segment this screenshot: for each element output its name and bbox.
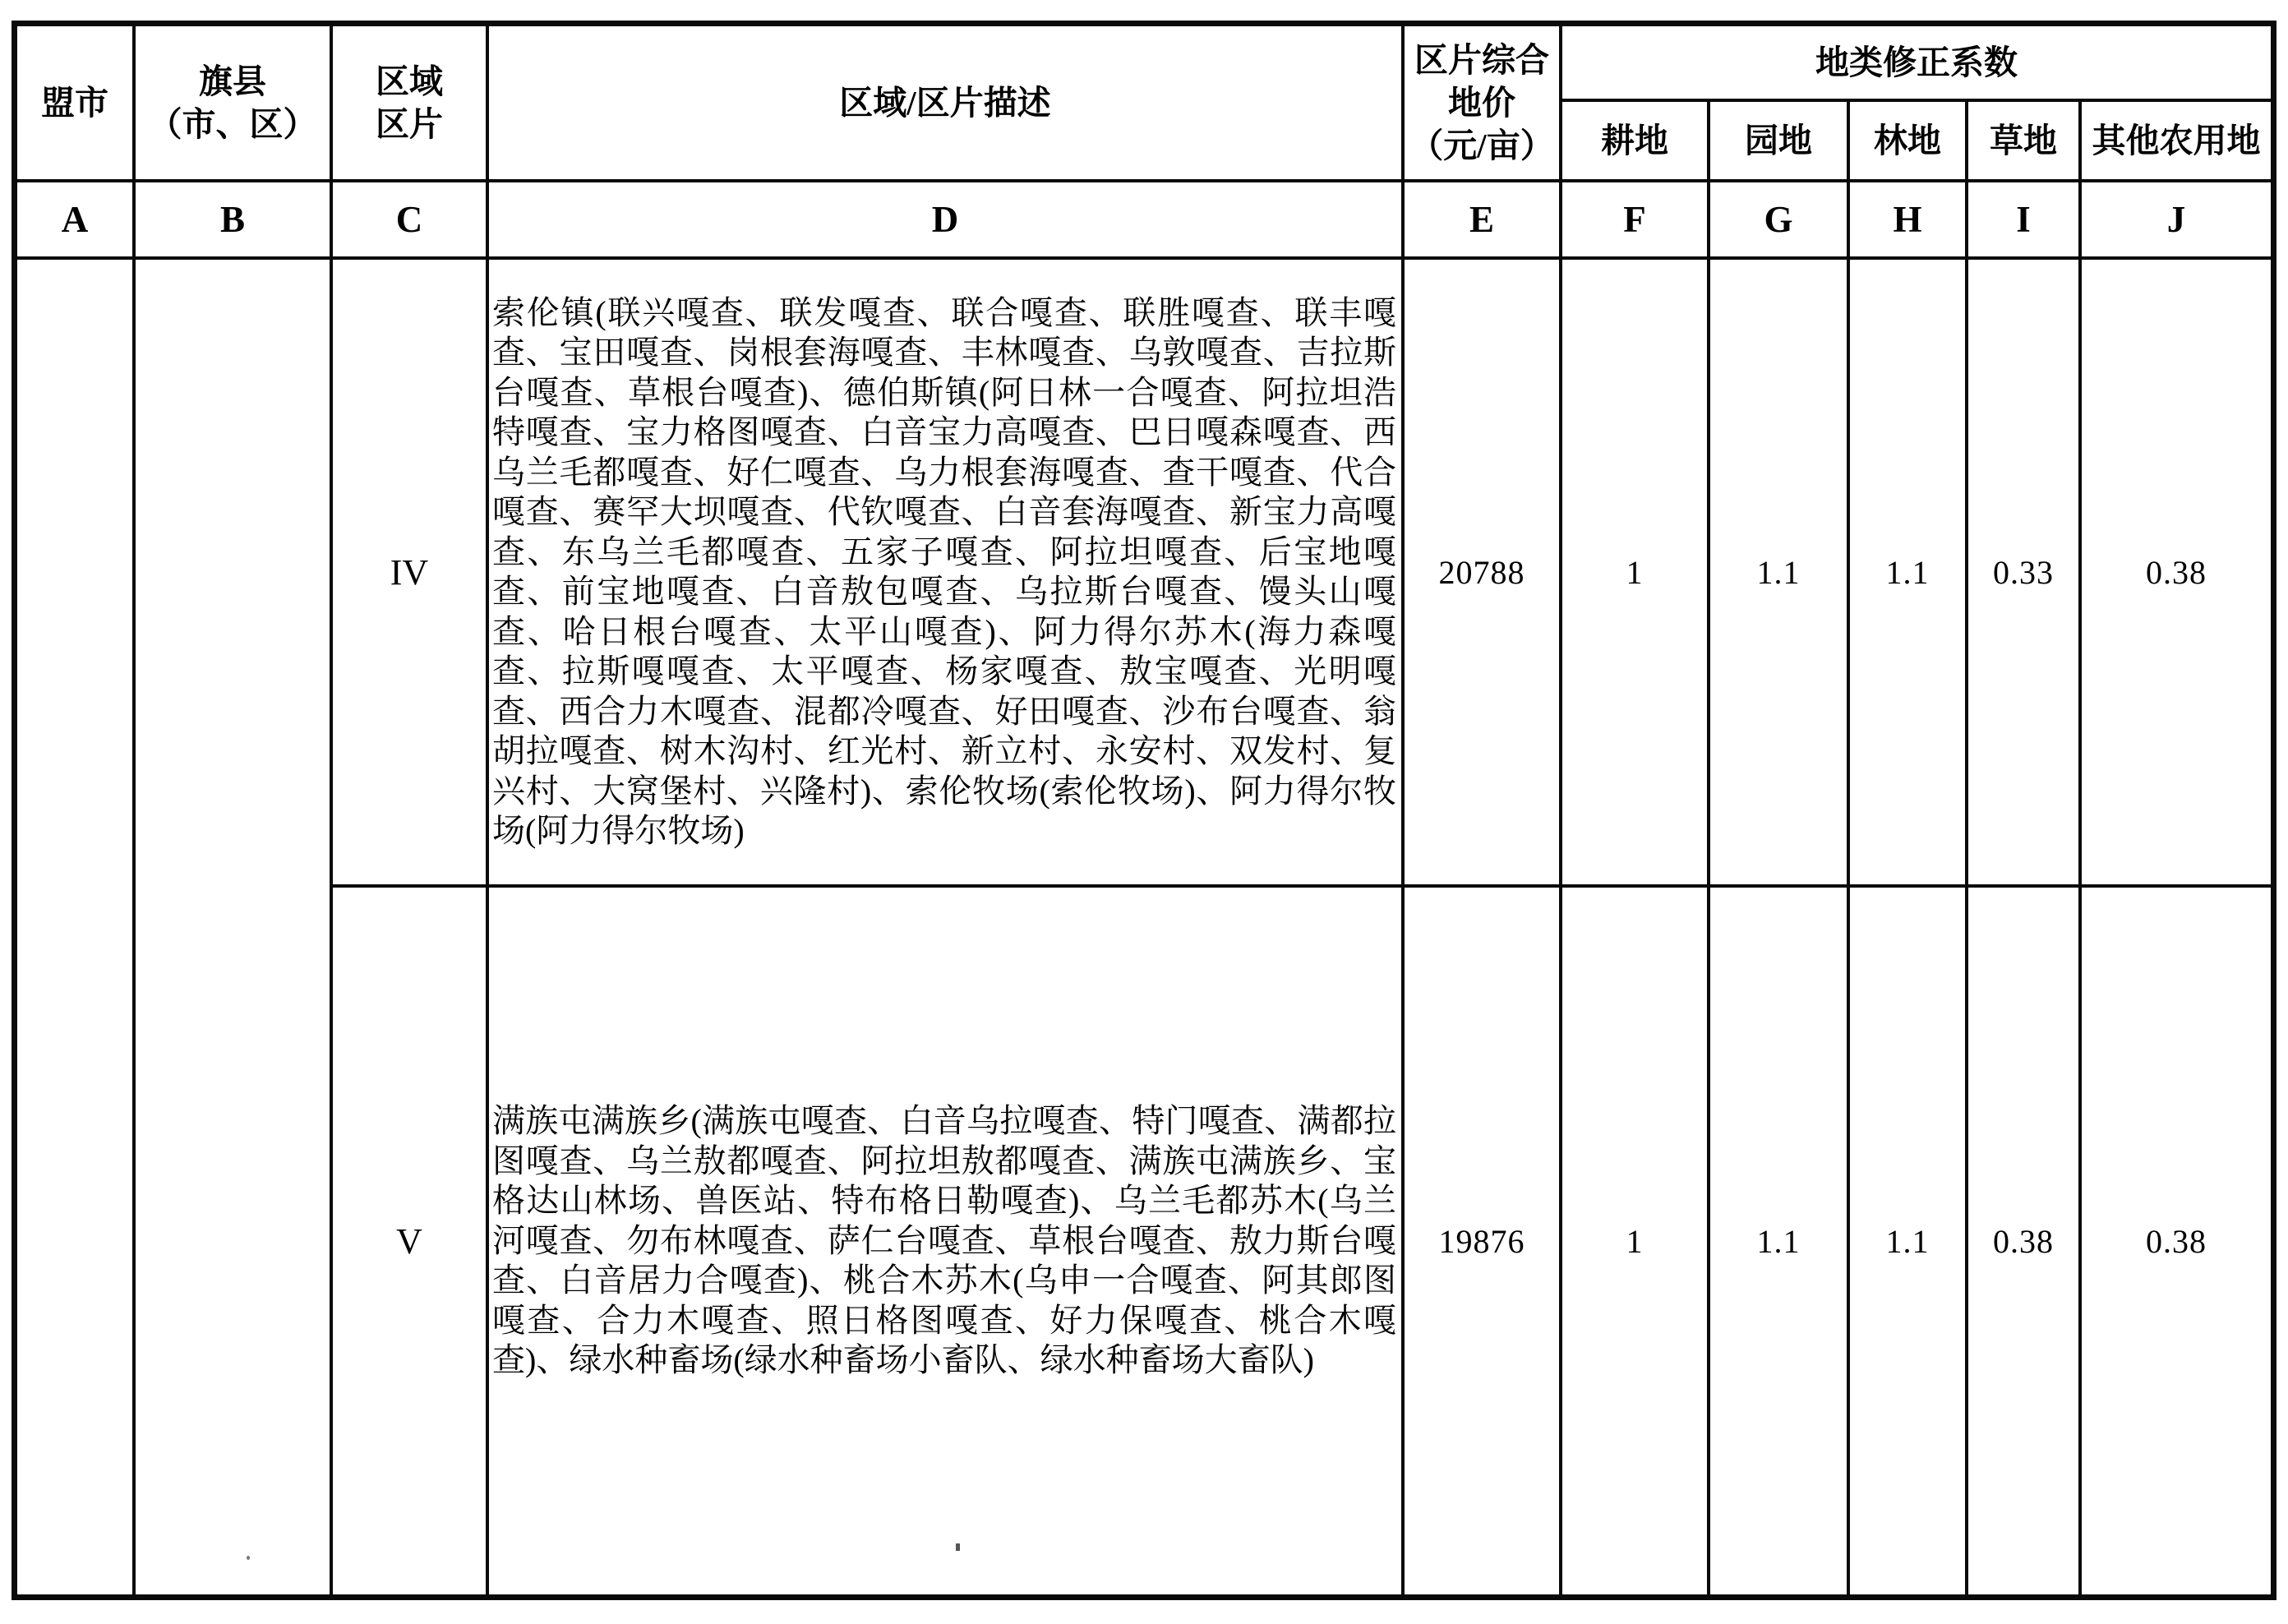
row-iv-zone-label: IV — [390, 551, 429, 593]
header-cell-price — [1405, 26, 1559, 179]
row-iv-coef-cultivated-cell — [1562, 260, 1707, 884]
row-v-coef-garden-cell — [1710, 888, 1847, 1594]
header-cell-coef-group — [1562, 26, 2271, 99]
row-iv-coef-forest-value: 1.1 — [1885, 553, 1930, 591]
column-letter-e — [1405, 182, 1559, 256]
header-cell-other-agri-land — [2082, 102, 2271, 179]
letter-b-label: B — [219, 199, 245, 240]
row-v-price-cell — [1405, 888, 1559, 1594]
letter-h-label: H — [1893, 199, 1922, 240]
header-cell-grass-land — [1968, 102, 2078, 179]
row-v-coef-forest-cell — [1850, 888, 1965, 1594]
row-iv-zone-cell — [333, 260, 486, 884]
row-iv-description-text: 索伦镇(联兴嘎查、联发嘎查、联合嘎查、联胜嘎查、联丰嘎查、宝田嘎查、岗根套海嘎查、丰林嘎查、乌敦嘎查、吉拉斯台嘎查、草根台嘎查)、德伯斯镇(阿日林一合嘎查、阿拉坦浩特嘎查、宝力格图嘎查、白音宝力高嘎查、巴日嘎森嘎查、西乌兰毛都嘎查、好仁嘎查、乌力根套海嘎查、查干嘎查、代合嘎查、赛罕大坝嘎查、代钦嘎查、白音套海嘎查、新宝力高嘎查、东乌兰毛都嘎查、五家子嘎查、阿拉坦嘎查、后宝地嘎查、前宝地嘎查、白音敖包嘎查、乌拉斯台嘎查、馒头山嘎查、哈日根台嘎查、太平山嘎查)、阿力得尔苏木(海力森嘎查、拉斯嘎嘎查、太平嘎查、杨家嘎查、敖宝嘎查、光明嘎查、西合力木嘎查、混都冷嘎查、好田嘎查、沙布台嘎查、翁胡拉嘎查、树木沟村、红光村、新立村、永安村、双发村、复兴村、大窝堡村、兴隆村)、索伦牧场(索伦牧场)、阿力得尔牧场(阿力得尔牧场) — [492, 293, 1396, 849]
column-letter-j — [2082, 182, 2271, 256]
row-v-description-cell — [489, 888, 1401, 1594]
cell-region-merged-empty — [17, 260, 132, 1594]
row-iv-coef-forest-cell — [1850, 260, 1965, 884]
header-description-label: 区域/区片描述 — [839, 84, 1051, 122]
column-letter-a — [17, 182, 132, 256]
header-cell-garden-land — [1710, 102, 1847, 179]
header-zone-line2: 区片 — [376, 105, 443, 143]
row-v-coef-garden-value: 1.1 — [1756, 1222, 1801, 1260]
header-cultivated-label: 耕地 — [1601, 122, 1668, 159]
row-v-coef-grass-cell — [1968, 888, 2078, 1594]
row-iv-coef-grass-value: 0.33 — [1993, 553, 2054, 591]
row-iv-coef-garden-value: 1.1 — [1756, 553, 1801, 591]
row-v-coef-other-value: 0.38 — [2146, 1222, 2207, 1260]
header-cell-region — [17, 26, 132, 179]
letter-a-label: A — [61, 199, 89, 240]
row-iv-coef-cultivated-value: 1 — [1626, 553, 1644, 591]
letter-g-label: G — [1764, 199, 1793, 240]
header-cell-county — [136, 26, 330, 179]
row-v-coef-cultivated-value: 1 — [1626, 1222, 1644, 1260]
row-v-coef-forest-value: 1.1 — [1885, 1222, 1930, 1260]
header-region-label: 盟市 — [41, 84, 108, 122]
letter-c-label: C — [395, 199, 423, 240]
row-iv-price-value: 20788 — [1438, 553, 1525, 591]
column-letter-d — [489, 182, 1401, 256]
header-grass-label: 草地 — [1990, 122, 2057, 159]
column-letter-g — [1710, 182, 1847, 256]
header-garden-label: 园地 — [1745, 122, 1812, 159]
header-county-line2: （市、区） — [148, 105, 317, 143]
column-letter-c — [333, 182, 486, 256]
row-v-zone-cell — [333, 888, 486, 1594]
row-iv-coef-other-value: 0.38 — [2146, 553, 2207, 591]
header-cell-forest-land — [1850, 102, 1965, 179]
header-cell-cultivated-land — [1562, 102, 1707, 179]
row-iv-price-cell — [1405, 260, 1559, 884]
scan-speck — [247, 1556, 250, 1560]
header-cell-zone — [333, 26, 486, 179]
row-v-zone-label: V — [396, 1220, 422, 1262]
letter-d-label: D — [931, 199, 959, 240]
row-v-description-text: 满族屯满族乡(满族屯嘎查、白音乌拉嘎查、特门嘎查、满都拉图嘎查、乌兰敖都嘎查、阿拉坦敖都嘎查、满族屯满族乡、宝格达山林场、兽医站、特布格日勒嘎查)、乌兰毛都苏木(乌兰河嘎查、勿布林嘎查、萨仁台嘎查、草根台嘎查、敖力斯台嘎查、白音居力合嘎查)、桃合木苏木(乌申一合嘎查、阿其郎图嘎查、合力木嘎查、照日格图嘎查、好力保嘎查、桃合木嘎查)、绿水种畜场(绿水种畜场小畜队、绿水种畜场大畜队) — [492, 1102, 1396, 1379]
scan-speck — [956, 1543, 960, 1551]
row-iv-description-cell — [489, 260, 1401, 884]
header-county-line1: 旗县 — [199, 62, 266, 100]
header-other-agri-label: 其他农用地 — [2092, 122, 2261, 159]
row-v-coef-other-cell — [2082, 888, 2271, 1594]
header-price-line3: （元/亩） — [1409, 127, 1554, 164]
letter-f-label: F — [1623, 199, 1646, 240]
letter-i-label: I — [2016, 199, 2031, 240]
row-iv-coef-grass-cell — [1968, 260, 2078, 884]
row-v-coef-cultivated-cell — [1562, 888, 1707, 1594]
column-letter-f — [1562, 182, 1707, 256]
land-price-table — [12, 21, 2276, 1600]
row-iv-coef-garden-cell — [1710, 260, 1847, 884]
cell-county-merged-empty — [136, 260, 330, 1594]
column-letter-i — [1968, 182, 2078, 256]
header-coef-group-label: 地类修正系数 — [1815, 44, 2018, 81]
header-zone-line1: 区域 — [376, 62, 443, 100]
header-cell-description — [489, 26, 1401, 179]
header-forest-label: 林地 — [1874, 122, 1941, 159]
header-price-line2: 地价 — [1448, 84, 1515, 122]
column-letter-b — [136, 182, 330, 256]
header-price-line1: 区片综合 — [1414, 41, 1549, 79]
letter-e-label: E — [1469, 199, 1494, 240]
letter-j-label: J — [2166, 199, 2186, 240]
column-letter-h — [1850, 182, 1965, 256]
row-v-coef-grass-value: 0.38 — [1993, 1222, 2054, 1260]
row-iv-coef-other-cell — [2082, 260, 2271, 884]
row-v-price-value: 19876 — [1438, 1222, 1525, 1260]
